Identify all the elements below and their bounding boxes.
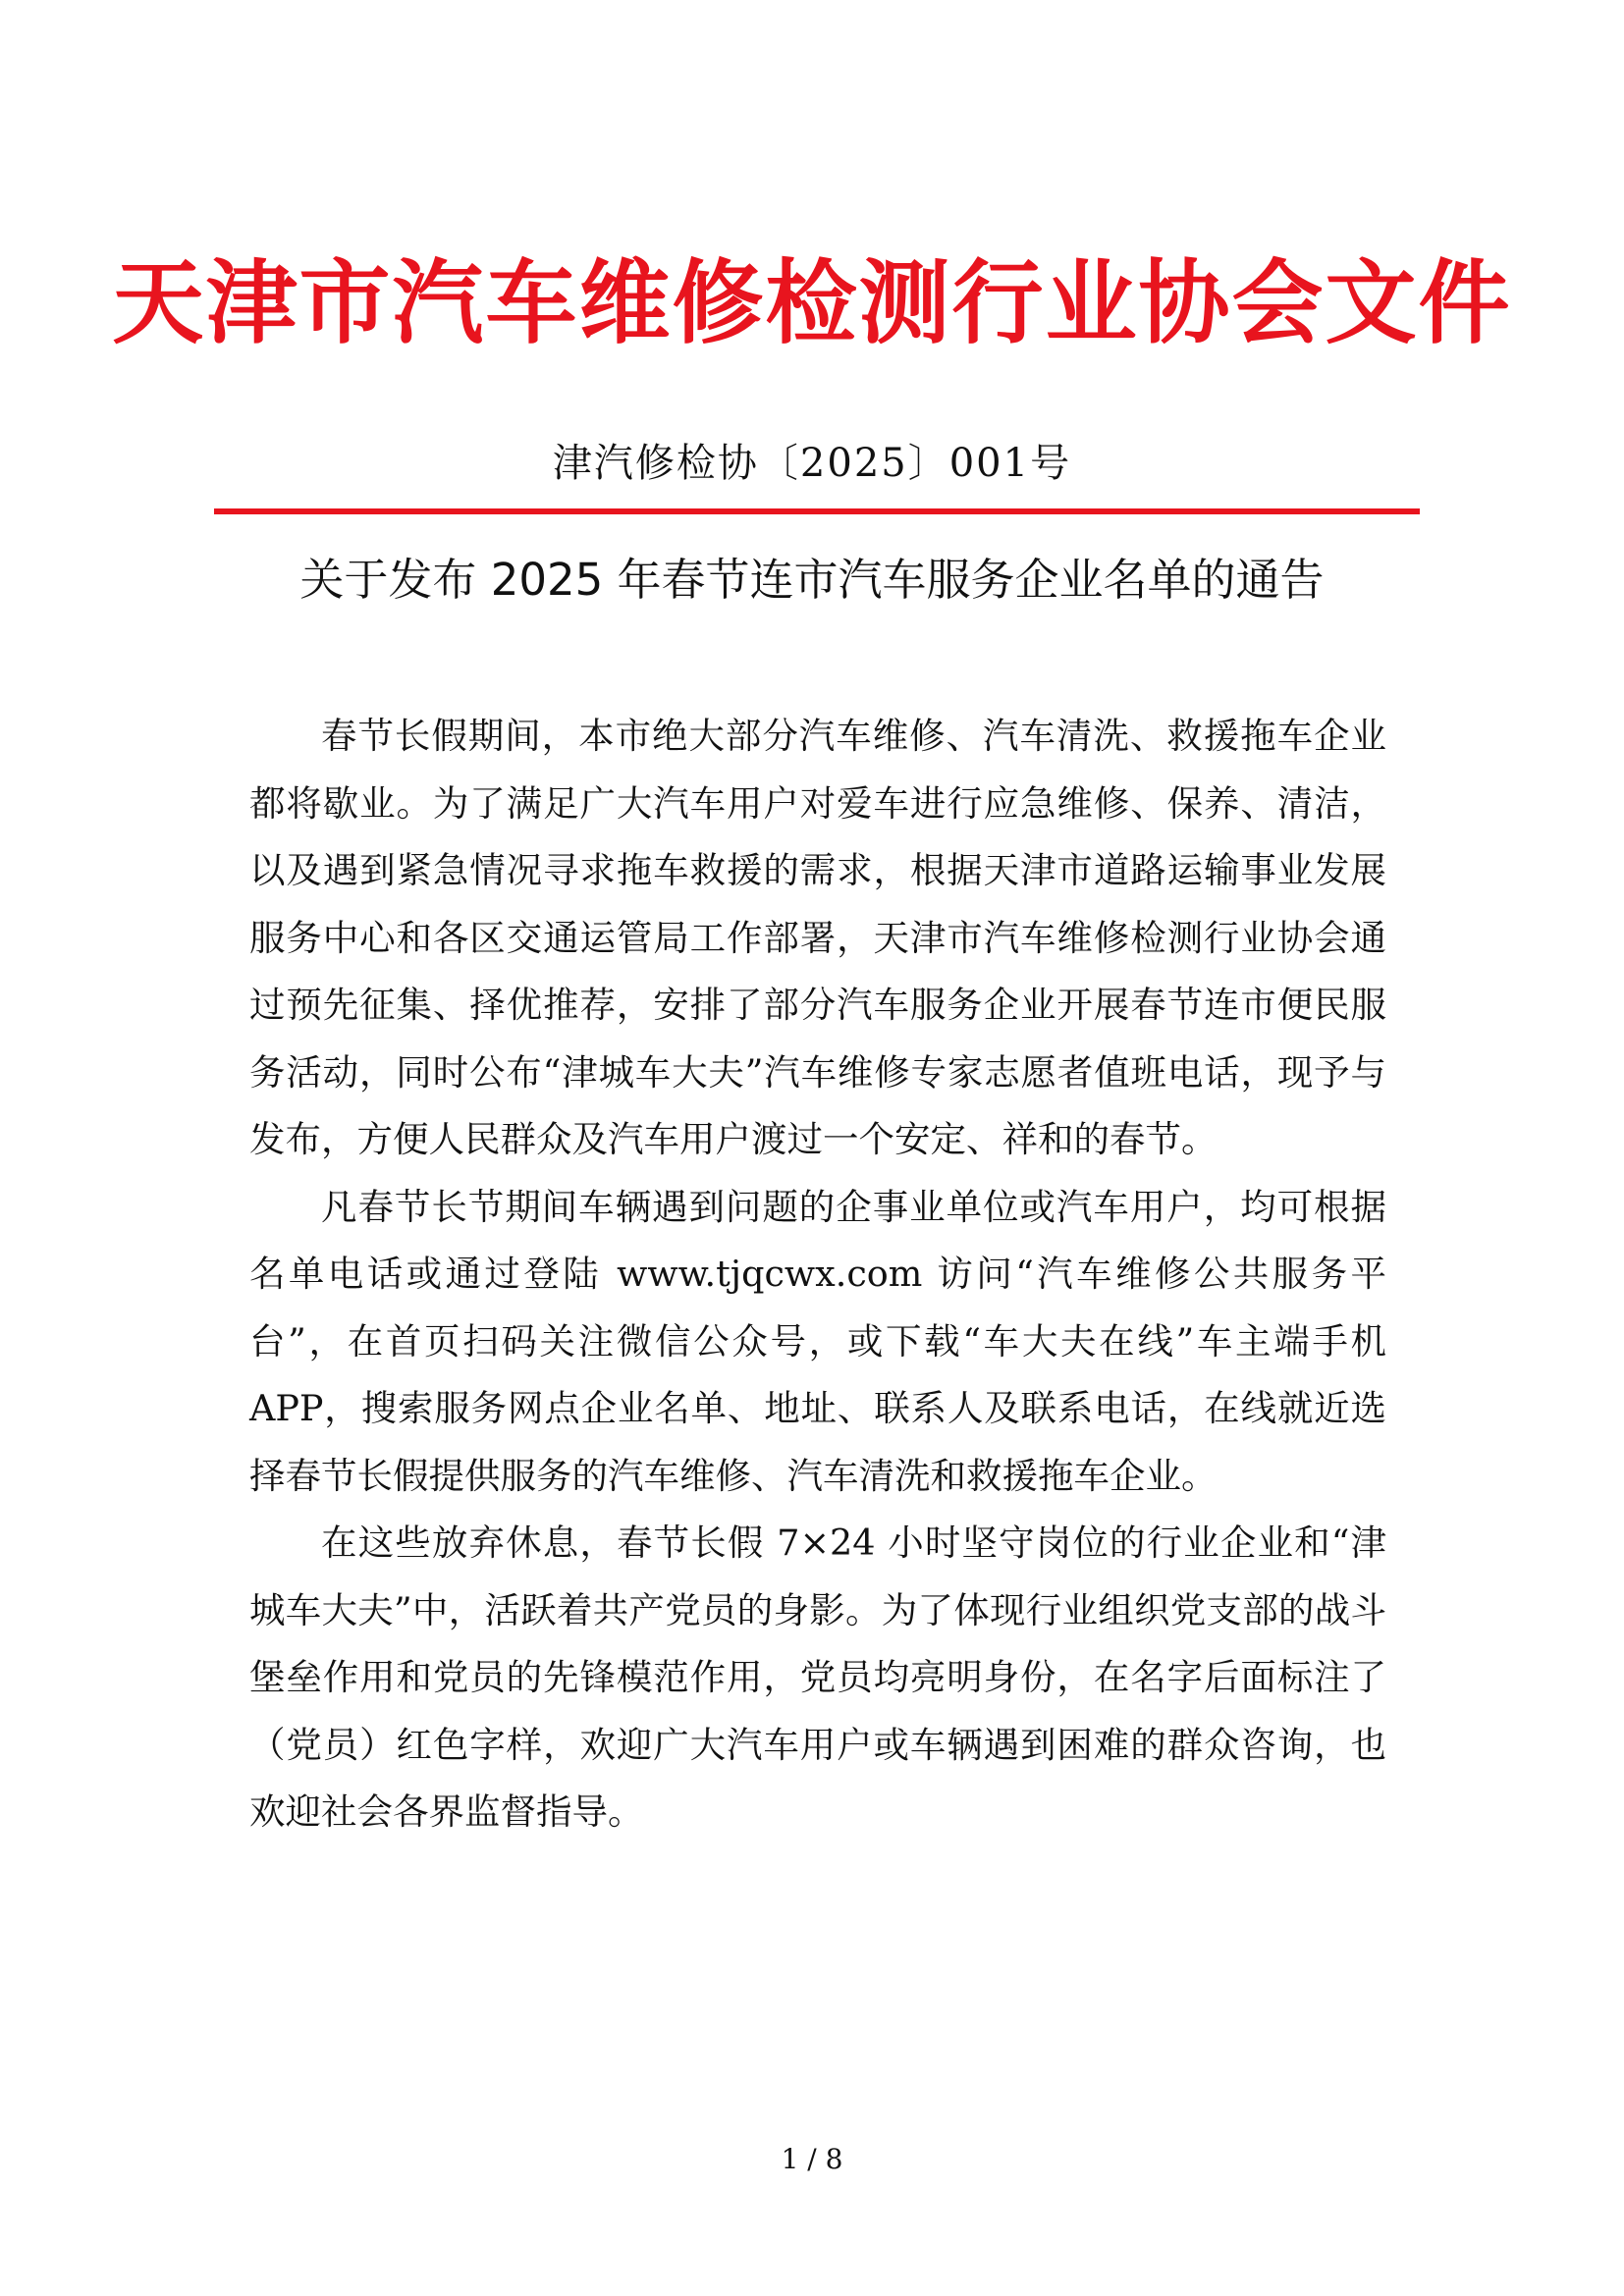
page-number: 1 / 8: [781, 2143, 843, 2175]
body-paragraph-3: 在这些放弃休息，春节长假 7×24 小时坚守岗位的行业企业和“津城车大夫”中，活跃着共产党员的身影。为了体现行业组织党支部的战斗堡垒作用和党员的先锋模范作用，党员均亮明身份，在名字后面标注了（党员）红色字样，欢迎广大汽车用户或车辆遇到困难的群众咨询，也欢迎社会各界监督指导。: [249, 1522, 1386, 1833]
document-header-title: 天津市汽车维修检测行业协会文件: [112, 250, 1512, 356]
notice-title: 关于发布 2025 年春节连市汽车服务企业名单的通告: [299, 554, 1325, 606]
body-paragraph-1: 春节长假期间，本市绝大部分汽车维修、汽车清洗、救援拖车企业都将歇业。为了满足广大汽车用户对爱车进行应急维修、保养、清洁，以及遇到紧急情况寻求拖车救援的需求，根据天津市道路运输事业发展服务中心和各区交通运管局工作部署，天津市汽车维修检测行业协会通过预先征集、择优推荐，安排了部分汽车服务企业开展春节连市便民服务活动，同时公布“津城车大夫”汽车维修专家志愿者值班电话，现予与发布，方便人民群众及汽车用户渡过一个安定、祥和的春节。: [249, 715, 1386, 1160]
body-paragraph-2: 凡春节长节期间车辆遇到问题的企事业单位或汽车用户，均可根据名单电话或通过登陆 www.tjqcwx.com 访问“汽车维修公共服务平台”，在首页扫码关注微信公众号，或下载“车大夫在线”车主端手机 APP，搜索服务网点企业名单、地址、联系人及联系电话，在线就近选择春节长假提供服务的汽车维修、汽车清洗和救援拖车企业。: [249, 1185, 1386, 1497]
document-number: 津汽修检协〔2025〕001号: [552, 441, 1072, 486]
document-body: [249, 703, 1386, 1846]
red-divider-line: [214, 508, 1420, 514]
